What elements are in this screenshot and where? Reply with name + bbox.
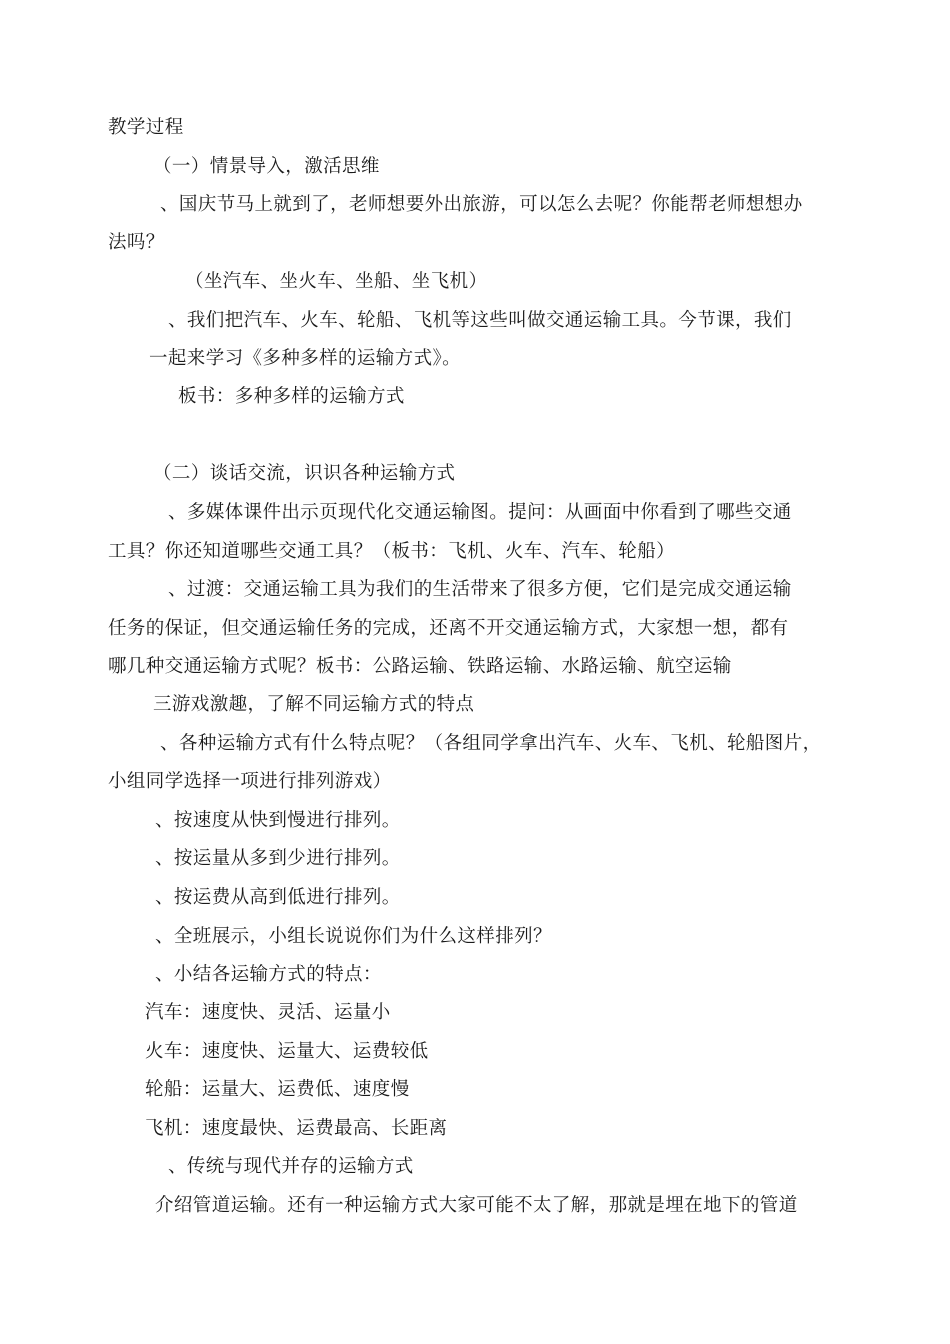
feature-line-train: 火车：速度快、运量大、运费较低 xyxy=(145,1041,429,1062)
list-item: 、按运量从多到少进行排列。 xyxy=(155,848,401,869)
paragraph-line: 、多媒体课件出示页现代化交通运输图。提问：从画面中你看到了哪些交通 xyxy=(168,502,792,523)
paragraph-line: 哪几种交通运输方式呢？板书：公路运输、铁路运输、水路运输、航空运输 xyxy=(108,656,732,677)
subheading-2: （二）谈话交流，识识各种运输方式 xyxy=(153,463,456,484)
feature-line-plane: 飞机：速度最快、运费最高、长距离 xyxy=(145,1118,448,1139)
paragraph-line: 工具？你还知道哪些交通工具？（板书：飞机、火车、汽车、轮船） xyxy=(108,541,676,562)
paragraph-line: 、国庆节马上就到了，老师想要外出旅游，可以怎么去呢？你能帮老师想想办 xyxy=(160,194,803,215)
list-item: 、按运费从高到低进行排列。 xyxy=(155,887,401,908)
subheading-3: 三游戏激趣，了解不同运输方式的特点 xyxy=(153,694,475,715)
feature-line-ship: 轮船：运量大、运费低、速度慢 xyxy=(145,1079,410,1100)
paragraph-line: 任务的保证，但交通运输任务的完成，还离不开交通运输方式，大家想一想，都有 xyxy=(108,618,789,639)
paragraph-line: 法吗？ xyxy=(108,232,165,253)
paragraph-line: 、我们把汽车、火车、轮船、飞机等这些叫做交通运输工具。今节课，我们 xyxy=(168,310,792,331)
paragraph-line: 一起来学习《多种多样的运输方式》。 xyxy=(149,348,462,369)
paragraph-line: 、各种运输方式有什么特点呢？（各组同学拿出汽车、火车、飞机、轮船图片， xyxy=(160,733,822,754)
feature-line-car: 汽车：速度快、灵活、运量小 xyxy=(145,1002,391,1023)
paragraph-line: 介绍管道运输。还有一种运输方式大家可能不太了解，那就是埋在地下的管道 xyxy=(155,1195,798,1216)
section-heading-teaching-process: 教学过程 xyxy=(108,117,184,138)
list-item: 、传统与现代并存的运输方式 xyxy=(168,1156,414,1177)
paragraph-line: 板书：多种多样的运输方式 xyxy=(178,386,405,407)
paragraph-line: 小组同学选择一项进行排列游戏） xyxy=(108,771,392,792)
list-item: 、按速度从快到慢进行排列。 xyxy=(155,810,401,831)
list-item: 、小结各运输方式的特点： xyxy=(155,964,382,985)
paragraph-line: 、过渡：交通运输工具为我们的生活带来了很多方便，它们是完成交通运输 xyxy=(168,579,792,600)
subheading-1: （一）情景导入，激活思维 xyxy=(153,156,380,177)
list-item: 、全班展示，小组长说说你们为什么这样排列？ xyxy=(155,926,552,947)
paragraph-line: （坐汽车、坐火车、坐船、坐飞机） xyxy=(185,271,488,292)
